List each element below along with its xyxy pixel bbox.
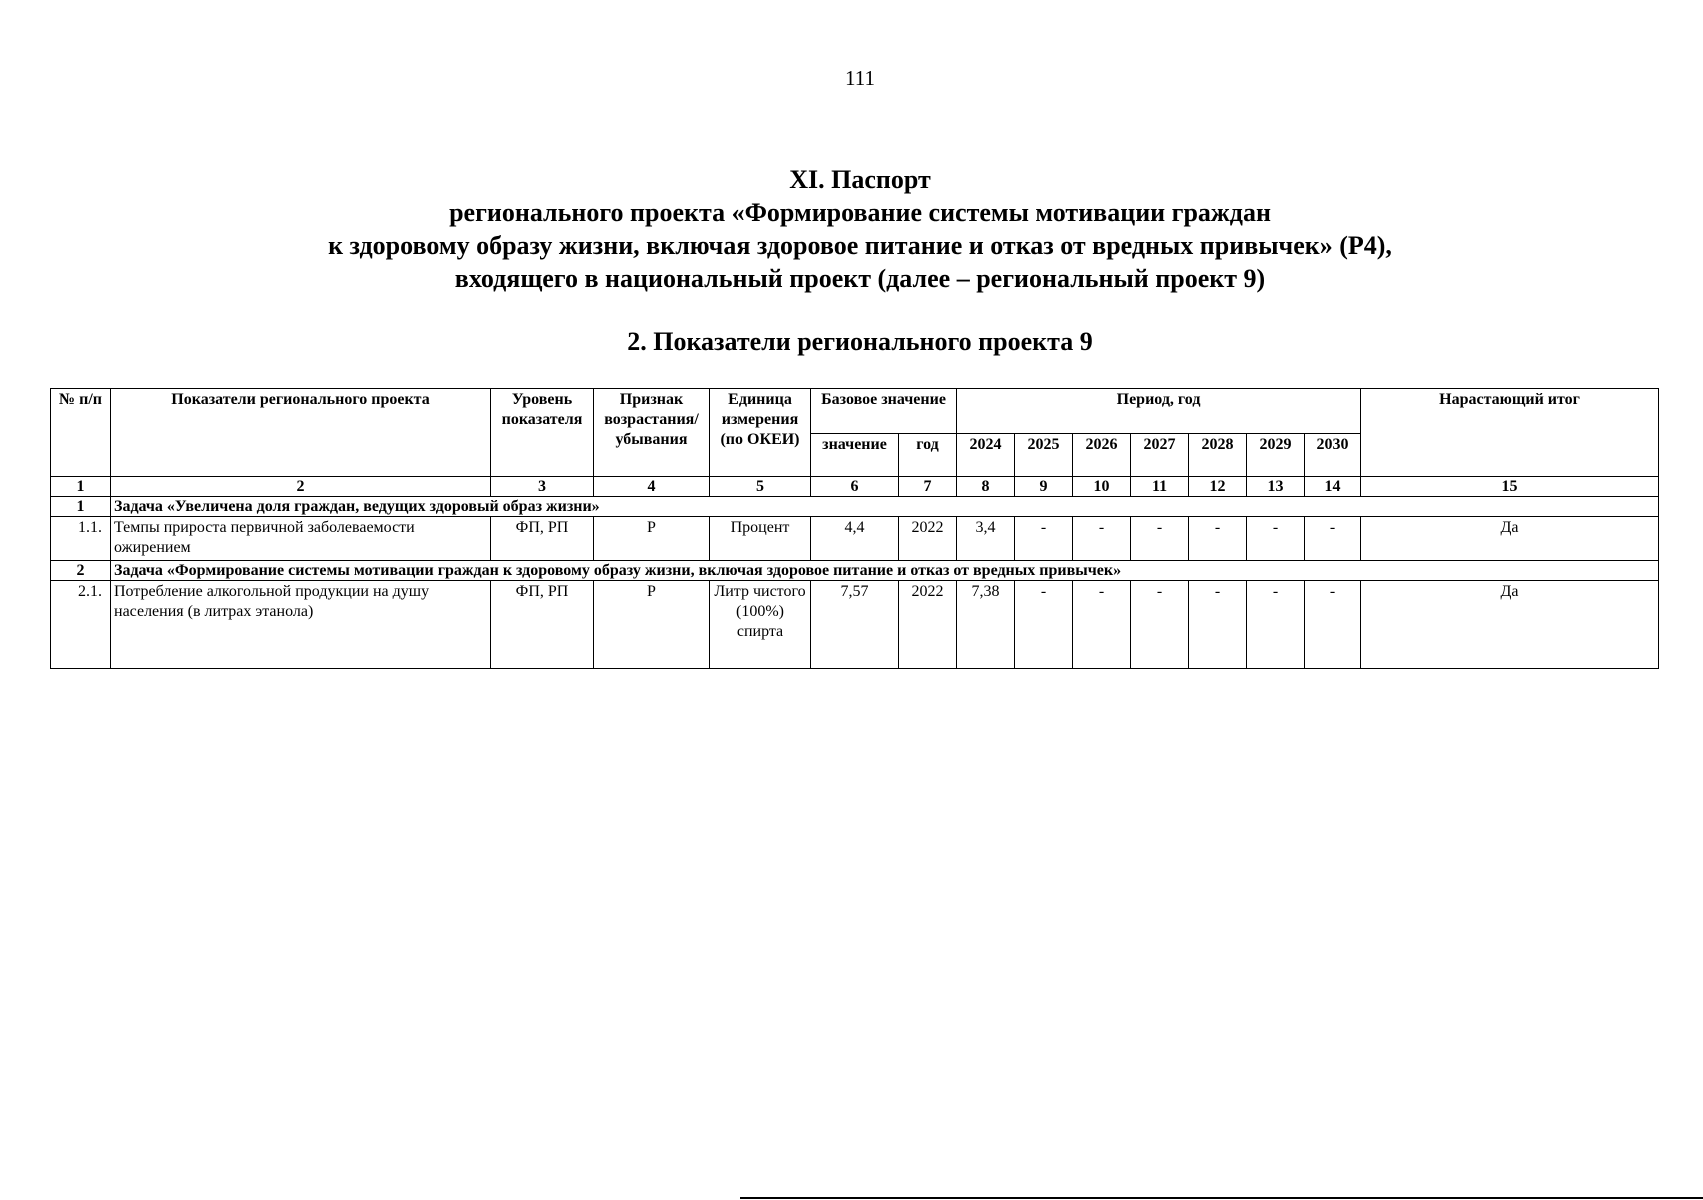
header-year: 2030 bbox=[1305, 434, 1361, 477]
header-year: 2025 bbox=[1015, 434, 1073, 477]
indicator-year-value: - bbox=[1073, 581, 1131, 669]
header-period: Период, год bbox=[957, 389, 1361, 434]
header-unit: Единица измерения (по ОКЕИ) bbox=[710, 389, 811, 477]
column-number: 2 bbox=[111, 477, 491, 497]
scan-edge-line bbox=[740, 1197, 1703, 1199]
header-num: № п/п bbox=[51, 389, 111, 477]
indicator-number: 1.1. bbox=[51, 517, 111, 561]
header-year: 2027 bbox=[1131, 434, 1189, 477]
indicator-level: ФП, РП bbox=[491, 517, 594, 561]
title-line-3: к здоровому образу жизни, включая здоровое питание и отказ от вредных привычек» (Р4), bbox=[328, 231, 1392, 260]
header-year: 2026 bbox=[1073, 434, 1131, 477]
indicator-sign: Р bbox=[594, 517, 710, 561]
title-line-2: регионального проекта «Формирование системы мотивации граждан bbox=[449, 198, 1271, 227]
header-year: 2024 bbox=[957, 434, 1015, 477]
indicators-table bbox=[50, 388, 1659, 669]
column-number: 8 bbox=[957, 477, 1015, 497]
indicator-year-value: 7,38 bbox=[957, 581, 1015, 669]
indicator-cumulative: Да bbox=[1361, 581, 1659, 669]
task-title: Задача «Увеличена доля граждан, ведущих здоровый образ жизни» bbox=[111, 497, 1659, 517]
title-line-4: входящего в национальный проект (далее – региональный проект 9) bbox=[454, 264, 1266, 293]
indicator-year-value: - bbox=[1189, 517, 1247, 561]
indicator-year-value: - bbox=[1015, 517, 1073, 561]
indicator-year-value: - bbox=[1073, 517, 1131, 561]
task-number: 2 bbox=[51, 561, 111, 581]
indicator-year-value: - bbox=[1015, 581, 1073, 669]
header-cumulative: Нарастающий итог bbox=[1361, 389, 1659, 477]
indicator-year-value: 3,4 bbox=[957, 517, 1015, 561]
column-number: 6 bbox=[811, 477, 899, 497]
header-base: Базовое значение bbox=[811, 389, 957, 434]
column-number: 5 bbox=[710, 477, 811, 497]
indicator-unit: Процент bbox=[710, 517, 811, 561]
column-number-row bbox=[51, 477, 1659, 497]
column-number: 1 bbox=[51, 477, 111, 497]
indicator-name: Темпы прироста первичной заболеваемости ожирением bbox=[111, 517, 491, 561]
indicator-base-year: 2022 bbox=[899, 581, 957, 669]
column-number: 15 bbox=[1361, 477, 1659, 497]
document-title bbox=[0, 163, 1703, 295]
header-base-year: год bbox=[899, 434, 957, 477]
indicator-level: ФП, РП bbox=[491, 581, 594, 669]
column-number: 11 bbox=[1131, 477, 1189, 497]
column-number: 4 bbox=[594, 477, 710, 497]
indicator-year-value: - bbox=[1247, 517, 1305, 561]
indicator-unit: Литр чистого (100%) спирта bbox=[710, 581, 811, 669]
column-number: 9 bbox=[1015, 477, 1073, 497]
table-header-row bbox=[51, 389, 1659, 434]
indicator-number: 2.1. bbox=[51, 581, 111, 669]
header-sign: Признак возрастания/ убывания bbox=[594, 389, 710, 477]
indicator-sign: Р bbox=[594, 581, 710, 669]
indicator-year-value: - bbox=[1305, 517, 1361, 561]
section-title: 2. Показатели регионального проекта 9 bbox=[627, 327, 1093, 356]
header-base-value: значение bbox=[811, 434, 899, 477]
title-line-1: XI. Паспорт bbox=[789, 165, 931, 194]
column-number: 3 bbox=[491, 477, 594, 497]
indicator-row bbox=[51, 517, 1659, 561]
column-number: 13 bbox=[1247, 477, 1305, 497]
indicator-year-value: - bbox=[1189, 581, 1247, 669]
indicator-base-value: 4,4 bbox=[811, 517, 899, 561]
indicator-year-value: - bbox=[1305, 581, 1361, 669]
indicator-base-year: 2022 bbox=[899, 517, 957, 561]
task-row bbox=[51, 497, 1659, 517]
indicator-year-value: - bbox=[1131, 581, 1189, 669]
task-row bbox=[51, 561, 1659, 581]
header-year: 2029 bbox=[1247, 434, 1305, 477]
indicator-name: Потребление алкогольной продукции на душу населения (в литрах этанола) bbox=[111, 581, 491, 669]
indicator-year-value: - bbox=[1247, 581, 1305, 669]
task-number: 1 bbox=[51, 497, 111, 517]
page-number: 111 bbox=[845, 66, 875, 90]
column-number: 14 bbox=[1305, 477, 1361, 497]
header-level: Уровень показателя bbox=[491, 389, 594, 477]
header-year: 2028 bbox=[1189, 434, 1247, 477]
column-number: 10 bbox=[1073, 477, 1131, 497]
task-title: Задача «Формирование системы мотивации граждан к здоровому образу жизни, включая здоровое питание и отказ от вредных привычек» bbox=[111, 561, 1659, 581]
column-number: 7 bbox=[899, 477, 957, 497]
indicator-cumulative: Да bbox=[1361, 517, 1659, 561]
header-indicator: Показатели регионального проекта bbox=[111, 389, 491, 477]
indicator-row bbox=[51, 581, 1659, 669]
indicator-base-value: 7,57 bbox=[811, 581, 899, 669]
indicator-year-value: - bbox=[1131, 517, 1189, 561]
column-number: 12 bbox=[1189, 477, 1247, 497]
